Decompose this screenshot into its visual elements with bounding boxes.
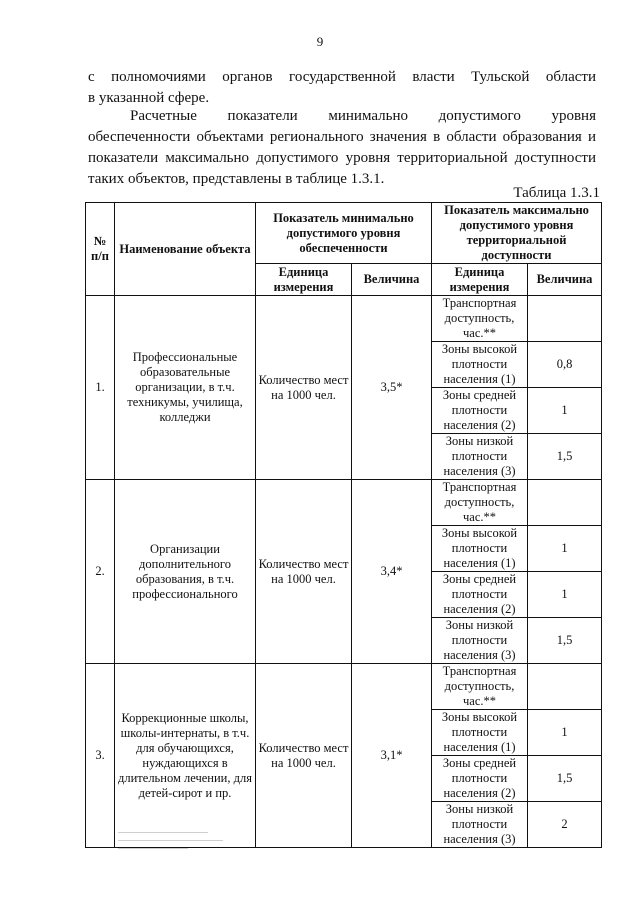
table-row	[86, 664, 602, 710]
row-max-unit: Зоны средней плотности населения (2)	[432, 756, 528, 802]
row-max-value: 0,8	[528, 342, 602, 388]
row-min-value: 3,1*	[352, 664, 432, 848]
row-name: Организации дополнительного образования, в т.ч. профессионального	[115, 480, 256, 664]
row-max-value: 1,5	[528, 434, 602, 480]
header-max-group: Показатель максимально допустимого уровня территориальной доступности	[432, 203, 602, 264]
row-name: Коррекционные школы, школы-интернаты, в т.ч. для обучающихся, нуждающихся в длительном лечении, для детей-сирот и пр.	[115, 664, 256, 848]
row-min-value: 3,4*	[352, 480, 432, 664]
row-min-unit: Количество мест на 1000 чел.	[256, 480, 352, 664]
row-max-unit: Зоны высокой плотности населения (1)	[432, 342, 528, 388]
row-max-value: 1	[528, 526, 602, 572]
header-max-unit: Единица измерения	[432, 264, 528, 296]
paragraph-1	[88, 67, 596, 109]
paragraph-2-line-3: показатели максимально допустимого уровня территориальной доступности	[88, 150, 596, 166]
row-max-unit: Зоны низкой плотности населения (3)	[432, 802, 528, 848]
row-num: 3.	[86, 664, 115, 848]
header-min-unit: Единица измерения	[256, 264, 352, 296]
row-num: 1.	[86, 296, 115, 480]
row-max-value	[528, 664, 602, 710]
row-max-unit: Зоны высокой плотности населения (1)	[432, 710, 528, 756]
row-max-unit: Транспортная доступность, час.**	[432, 664, 528, 710]
row-max-value: 2	[528, 802, 602, 848]
row-max-unit: Транспортная доступность, час.**	[432, 480, 528, 526]
paragraph-2	[88, 106, 596, 190]
row-min-unit: Количество мест на 1000 чел.	[256, 664, 352, 848]
row-max-unit: Зоны низкой плотности населения (3)	[432, 618, 528, 664]
row-max-value: 1	[528, 710, 602, 756]
paragraph-2-line-1: Расчетные показатели минимально допустимого уровня	[130, 108, 596, 124]
row-min-value: 3,5*	[352, 296, 432, 480]
row-max-value: 1,5	[528, 618, 602, 664]
row-max-value: 1,5	[528, 756, 602, 802]
row-max-unit: Зоны средней плотности населения (2)	[432, 388, 528, 434]
paragraph-1-line-1: с полномочиями органов государственной власти Тульской области	[88, 69, 596, 85]
page-number: 9	[316, 34, 324, 49]
table-row	[86, 296, 602, 342]
table-caption: Таблица 1.3.1	[513, 185, 600, 201]
header-min-group: Показатель минимально допустимого уровня обеспеченности	[256, 203, 432, 264]
table-row	[86, 480, 602, 526]
row-num: 2.	[86, 480, 115, 664]
row-max-unit: Зоны средней плотности населения (2)	[432, 572, 528, 618]
row-max-value: 1	[528, 388, 602, 434]
row-max-value: 1	[528, 572, 602, 618]
header-name: Наименование объекта	[115, 203, 256, 296]
indicators-table	[85, 202, 602, 848]
row-max-value	[528, 480, 602, 526]
header-num: № п/п	[86, 203, 115, 296]
row-max-unit: Зоны низкой плотности населения (3)	[432, 434, 528, 480]
row-max-unit: Транспортная доступность, час.**	[432, 296, 528, 342]
header-min-value: Величина	[352, 264, 432, 296]
paragraph-2-line-2: обеспеченности объектами регионального значения в области образования и	[88, 129, 596, 145]
row-max-value	[528, 296, 602, 342]
faint-scan-marks	[118, 832, 228, 862]
row-max-unit: Зоны высокой плотности населения (1)	[432, 526, 528, 572]
row-min-unit: Количество мест на 1000 чел.	[256, 296, 352, 480]
header-max-value: Величина	[528, 264, 602, 296]
row-name: Профессиональные образовательные организации, в т.ч. техникумы, училища, колледжи	[115, 296, 256, 480]
paragraph-1-line-2: в указанной сфере.	[88, 90, 210, 106]
paragraph-2-line-4: таких объектов, представлены в таблице 1.3.1.	[88, 171, 385, 187]
